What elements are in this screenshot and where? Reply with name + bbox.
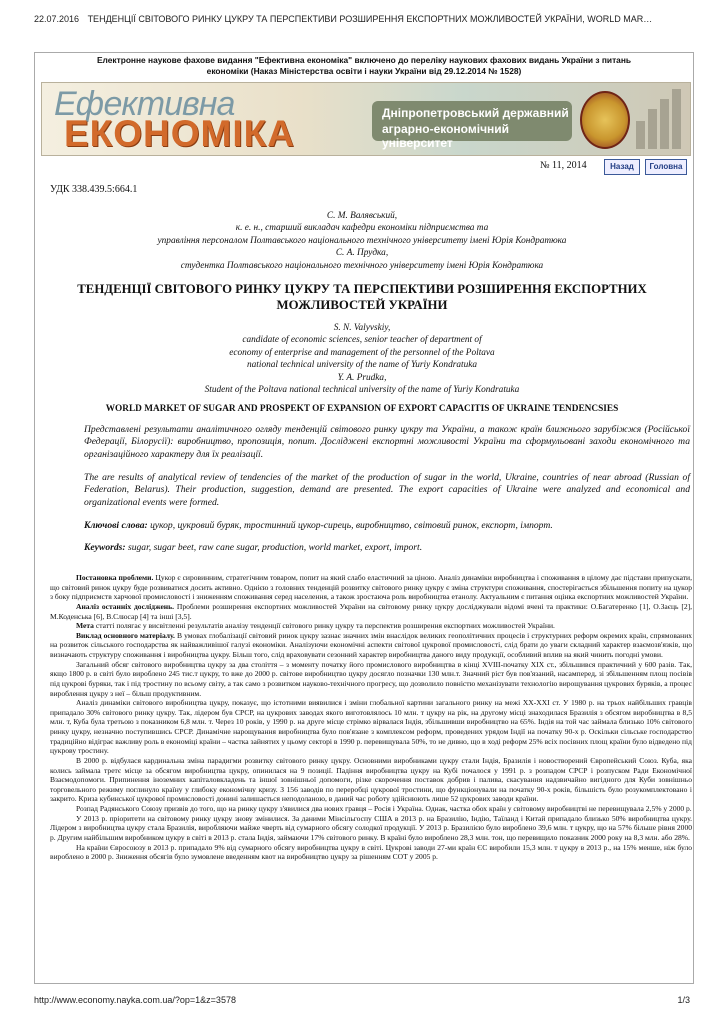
author-en-line: Y. A. Prudka, (337, 372, 387, 383)
body-paragraph: Розпад Радянського Союзу призвів до того, що на ринку цукру з'явилися два нових гравця – Росія і Україна. Однак, частка обох країн у світовому виробництві не перевищувала 2,5% у 2000 р. (76, 804, 692, 813)
section-label: Аналіз останніх досліджень. (76, 601, 175, 611)
university-crest-icon (580, 91, 630, 149)
keywords-ua-label: Ключові слова: (84, 520, 148, 531)
article-title-en: WORLD MARKET OF SUGAR AND PROSPEKT OF EXPANSION OF EXPORT CAPACITIS OF UKRAINE TENDENCSIES (105, 404, 619, 414)
author-ua-line: управління персоналом Полтавського національного технічного університету імені Юрія Кондратюка (157, 235, 567, 246)
print-date: 22.07.2016 (34, 14, 80, 24)
home-button[interactable]: Головна (645, 159, 687, 175)
journal-notice (34, 55, 694, 77)
page-number: 1/3 (677, 995, 690, 1005)
decorative-bar-chart-icon (636, 89, 686, 149)
keywords-en (84, 542, 690, 553)
author-en-line: national technical university of the name of Yuriy Kondratuka (247, 360, 477, 371)
body-paragraph: Аналіз останніх досліджень. Проблеми розширення експортних можливостей України на світовому ринку цукру досліджували відомі вчені та практики: О.Багатеренко [1], О.Заєць [2], М.Коденська [6], В.Слюсар [4] та інші [3,5]. (50, 601, 693, 621)
notice-line-2: економіки (Наказ Міністерства освіти і науки України від 29.12.2014 № 1528) (206, 66, 522, 76)
logo-top: Ефективна (54, 85, 235, 123)
keywords-ua (84, 520, 690, 531)
body-paragraph: У 2013 р. пріоритети на світовому ринку цукру знову змінилися. За даними Мінсільгоспу США в 2013 р. на Бразилію, Індію, Таїланд і Китай припадало близько 50% виробництва цукру. Лідером з виробництва цукру стала Бразилія, виробляючи майже чверть від сумарного обсягу солодкої продукції. У 2013 р. Бразилією було вироблено 39,6 млн. т цукру, що на 57% більше рівня 2000 р. Другим найбільшим виробником цукру в світі в 2013 р. стала Індія, займаючи 17% світового ринку. В країні було вироблено 28,3 млн. тон, що перевищило показник 2000 року на 8,3 млн. або 28%. (50, 813, 692, 842)
article-title-ua (50, 282, 674, 313)
authors-ua (50, 210, 674, 272)
body-paragraph: Аналіз динаміки світового виробництва цукру, показує, що істотними виявилися і зміни глобальної картини загального ринку на межі ХХ-ХХІ ст. У 1980 р. на трьох найбільших гравців припадало 30% світового ринку цукру. Так, лідером був СРСР, на цукрових заводах якого виготовлялось 10 млн. т цукру на рік, на другому місці знаходилася Бразилія з обсягом виробництва в 8,5 млн. т, Куба була третьою з показником 6,8 млн. т. Через 10 років, у 1990 р. на друге місце стрімко вірвалася Індія, збільшивши виробництво на 65%. Індія на той час займала близько 10% світового ринку цукру, незначно поступившись СРСР. Динамічне нарощування виробництва було пов'язане з комплексом реформ, проведених урядом Індії на початку 90-х р. Оскільки сільське господарство традиційно відіграє важливу роль в економіці країни – частка зайнятих у цьому секторі в 1990 р. перевищувала 50%, то не дивно, що в ході реформ 25% всіх посівних площ країни було відведено під цукрову тростину. (50, 698, 692, 756)
body-paragraph: Загальний обсяг світового виробництва цукру за два століття – з моменту початку його промислового виробництва в кінці XVIII-початку XIX ст., збільшився практичний у 600 разів. Так, якщо 1800 р. в світі було вироблено 245 тис.т цукру, то вже до 2000 р. світове виробництво цукру досягло позначки 130 млн.т. Значний ріст був пов'язаний, насамперед, зі збільшенням площ посівів під цукрові буряки, так і під тростину по всьому світу, а так само з розвитком науково-технічного прогресу, що дозволило повністю механізувати технологію вирощування цукрових буряків, а процес вироблення цукру з неї – більш продуктивним. (50, 659, 692, 698)
article-body (50, 573, 692, 862)
journal-banner[interactable] (41, 82, 691, 156)
author-ua-line: к. е. н., старший викладач кафедри економіки підприємства та (235, 223, 489, 234)
udk-code: УДК 338.439.5:664.1 (50, 184, 138, 195)
author-en-line: candidate of economic sciences, senior teacher of department of (242, 335, 482, 346)
print-title: ТЕНДЕНЦІЇ СВІТОВОГО РИНКУ ЦУКРУ ТА ПЕРСПЕКТИВИ РОЗШИРЕННЯ ЕКСПОРТНИХ МОЖЛИВОСТЕЙ УКРАЇНИ, WORLD MAR… (87, 14, 653, 24)
author-ua-line: студентка Полтавського національного технічного університету імені Юрія Кондратюка (180, 260, 544, 271)
author-ua-line: С. А. Прудка, (335, 248, 389, 259)
section-label: Постановка проблеми. (76, 573, 154, 582)
keywords-ua-text: цукор, цукровий буряк, тростинний цукор-сирець, виробництво, світовий ринок, експорт, імпорт. (147, 520, 553, 531)
section-label: Виклад основного матеріалу. (76, 630, 175, 640)
body-paragraph: В 2000 р. відбулася кардинальна зміна парадигми розвитку світового ринку цукру. Основними виробниками цукру стали Індія, Бразилія і новостворений Європейський Союз. Куба, яка колись займала третє місце за обсягом виробництва цукру, опинилася на 9 позиції. Падіння виробництва цукру на Кубі почалося у 1991 р. з розпадом СРСР і розпуском Ради Економічної Взаємодопомоги. Припинення іноземних капіталовкладень та іншої зовнішньої допомоги, різке скорочення поставок добрив і палива, скасування надзвичайно вигідного для Куби зовнішньо торговельного режиму поглинуло країну у глибоку економічну кризу. З 156 заводів по переробці цукрової тростини, що функціонували на початку 90-х років, більшість було розукомплектовано і закрито. Криза кубинської цукрової промисловості донині залишається неподоланою, в даний час роботу здійснюють лише 52 цукрових заводи країни. (50, 755, 692, 804)
body-paragraph: Виклад основного матеріалу. В умовах глобалізації світовий ринок цукру зазнає значних змін внаслідок великих геополітичних процесів і структурних реформ окремих країн, спрямованих на розвиток сільського господарства як найважливішої галузі економіки. Аналізуючи економічні аспекти світової цукрової промисловості, слід брати до уваги складний характер взаємозв'язків, що визначають структуру споживання і виробництва цукру. Більш того, слід враховувати сезонний характер виробництва даного виду продукції, особливий вплив на який чинить погодні умови. (50, 630, 693, 659)
logo-bottom: ЕКОНОМІКА (64, 113, 295, 154)
keywords-en-label: Keywords: (84, 542, 126, 553)
back-button[interactable]: Назад (604, 159, 640, 175)
section-label: Мета (76, 621, 94, 631)
author-en-line: economy of enterprise and management of the personnel of the Poltava (229, 347, 495, 358)
notice-line-1: Електронне наукове фахове видання "Ефективна економіка" включено до переліку наукових фахових видань України з питань (96, 55, 632, 65)
body-paragraph: Мета статті полягає у висвітленні результатів аналізу тенденції світового ринку цукру та перспектив розширення експортних можливостей України. (76, 621, 555, 631)
university-line-2: аграрно-економічний університет (382, 122, 510, 150)
keywords-en-text: sugar, sugar beet, raw cane sugar, production, world market, export, import. (125, 542, 423, 553)
title-ua-line-2: МОЖЛИВОСТЕЙ УКРАЇНИ (276, 297, 448, 312)
author-en-line: S. N. Valyvskiy, (333, 323, 391, 333)
page-url[interactable]: http://www.economy.nayka.com.ua/?op=1&z=3578 (34, 995, 236, 1005)
author-en-line: Student of the Poltava national technical university of the name of Yuriy Kondratuka (204, 385, 520, 396)
university-badge (372, 101, 572, 150)
issue-number: № 11, 2014 (540, 160, 587, 171)
authors-en (50, 322, 674, 396)
title-ua-line-1: ТЕНДЕНЦІЇ СВІТОВОГО РИНКУ ЦУКРУ ТА ПЕРСПЕКТИВИ РОЗШИРЕННЯ ЕКСПОРТНИХ (77, 282, 647, 296)
abstract-en: The are results of analytical review of tendencies of the market of the production of sugar in the world, Ukraine, countries of near abroad (Russian of Federation, Belarus). Their production, suggestion, demand are presented. The export capacities of Ukraine were analyzed and economical and organizational events were formed. (84, 472, 690, 508)
body-paragraph: Постановка проблеми. Цукор є сировинним, стратегічним товаром, попит на який слабо еластичний за ціною. Аналіз динаміки виробництва і споживання в цілому дає підстави припускати, що світовий ринок цукру буде розвиватися досить активно. Однією з головних тенденцій розвитку світового ринку цукру є зміна структури споживання, спостерігається збільшення попиту на цукор з боку підприємств харчової промисловості і зниженням споживання серед населення, а також зростаюча роль виробництва етанолу. Актуальним є питання оцінка експортних можливостей України. (50, 573, 692, 602)
body-paragraph: На країни Євросоюзу в 2013 р. припадало 9% від сумарного обсягу виробництва цукру в світі. Цукрові заводи 27-ми країн ЄС виробили 15,3 млн. т цукру в 2013 р., на 15% менше, ніж було вироблено в 2000 р. Зниження обсягів було зумовлене введенням квот на виробництво цукру за рішенням СОТ у 2005 р. (50, 842, 692, 862)
print-footer (34, 995, 690, 1005)
abstract-ua: Представлені результати аналітичного огляду тенденцій світового ринку цукру та України, а також країн ближнього зарубіжжя (Російської Федерації, Білорусії): виробництво, пропозиція, попит. Досліджені експортні можливості України та сформульовані заходи економічного та організаційного характеру для їх реалізації. (84, 424, 690, 460)
author-ua-line: С. М. Валявський, (326, 211, 398, 221)
university-line-1: Дніпропетровський державний (382, 106, 569, 120)
print-header (34, 14, 658, 24)
